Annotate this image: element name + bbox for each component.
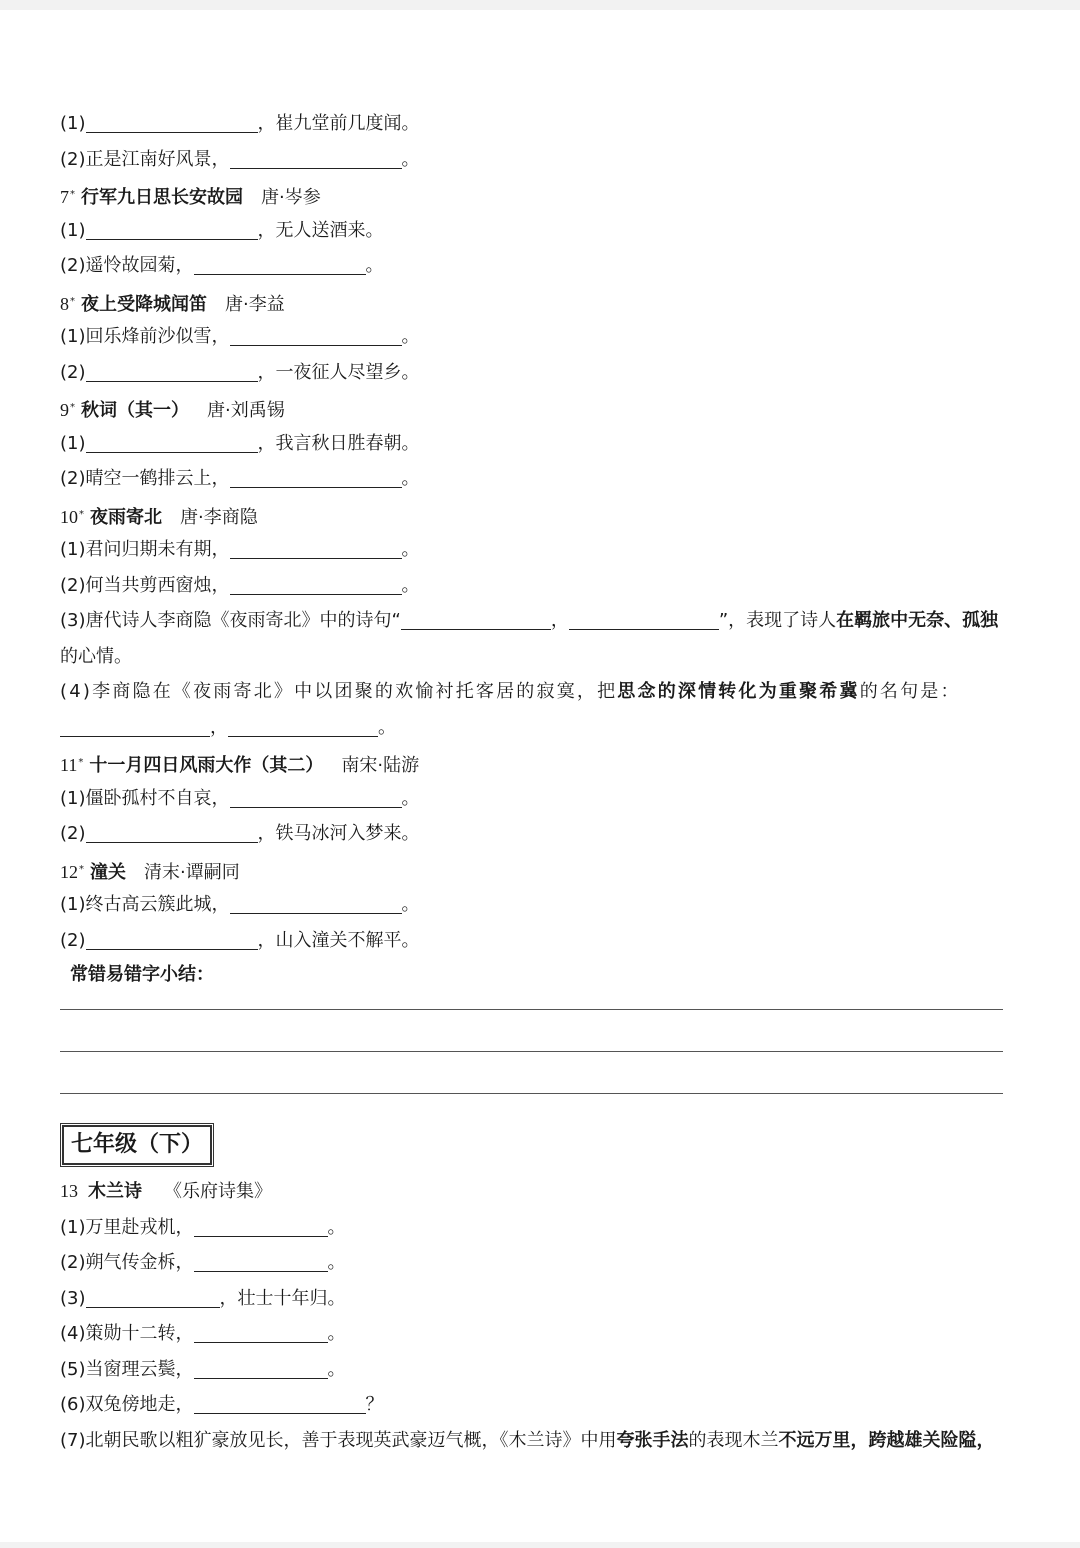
line-prefix: (1)回乐烽前沙似雪， bbox=[60, 326, 230, 347]
line-prefix: (2)何当共剪西窗烛， bbox=[60, 574, 230, 596]
question-text: 的名句是： bbox=[859, 681, 961, 702]
poem-title: 夜上受降城闻笛 bbox=[81, 293, 207, 315]
answer-blank[interactable] bbox=[230, 895, 402, 914]
question-10-4-answer bbox=[60, 710, 1020, 746]
line-suffix: ，我言秋日胜春朝。 bbox=[257, 432, 420, 454]
grade-section-label: 七年级（下） bbox=[62, 1125, 212, 1165]
answer-blank[interactable] bbox=[230, 576, 402, 595]
poem-title: 潼关 bbox=[90, 861, 126, 883]
question-text: 的表现木兰 bbox=[688, 1429, 779, 1451]
line-suffix: 。 bbox=[327, 1216, 346, 1238]
fill-in-line bbox=[60, 355, 1020, 391]
fill-in-line bbox=[60, 248, 1020, 284]
poem-heading bbox=[60, 284, 1020, 320]
fill-in-line bbox=[60, 1281, 1020, 1317]
asterisk-mark: * bbox=[70, 402, 75, 413]
line-suffix: 。 bbox=[401, 787, 420, 809]
answer-rule-3[interactable] bbox=[60, 1093, 1003, 1094]
worksheet-page bbox=[0, 10, 1080, 1542]
line-suffix: ，无人送酒来。 bbox=[257, 219, 384, 241]
answer-blank-2[interactable] bbox=[228, 718, 378, 737]
poem-heading bbox=[60, 177, 1020, 213]
line-prefix: (4)策勋十二转， bbox=[60, 1323, 194, 1344]
line-suffix: 。 bbox=[327, 1358, 346, 1380]
fill-in-line bbox=[60, 1245, 1020, 1281]
line-suffix: 。 bbox=[327, 1252, 346, 1273]
poem-heading bbox=[60, 852, 1020, 888]
answer-blank[interactable] bbox=[194, 256, 366, 275]
fill-in-line bbox=[60, 213, 1020, 249]
answer-blank[interactable] bbox=[86, 824, 258, 843]
answer-blank[interactable] bbox=[86, 221, 258, 240]
line-prefix: (1)君问归期未有期， bbox=[60, 539, 230, 560]
answer-blank[interactable] bbox=[86, 1289, 220, 1308]
question-13-7 bbox=[60, 1423, 1020, 1459]
fill-in-line bbox=[60, 461, 1020, 497]
fill-in-line bbox=[60, 816, 1020, 852]
fill-in-line bbox=[60, 532, 1020, 568]
answer-blank[interactable] bbox=[86, 434, 258, 453]
question-number: 7 bbox=[60, 187, 69, 207]
line-prefix: (1) bbox=[60, 219, 86, 241]
question-number: 8 bbox=[60, 293, 69, 314]
emphasis-text: 思念的深情转化为重聚希冀 bbox=[617, 681, 860, 702]
poem-author: 南宋·陆游 bbox=[341, 755, 420, 776]
fill-in-line bbox=[60, 1210, 1020, 1246]
poem-title: 十一月四日风雨大作（其二） bbox=[89, 755, 324, 776]
line-prefix: (2)晴空一鹤排云上， bbox=[60, 468, 230, 489]
answer-blank[interactable] bbox=[230, 469, 402, 488]
emphasis-text: 在羁旅中无奈、孤独 bbox=[836, 610, 999, 631]
answer-blank[interactable] bbox=[230, 327, 402, 346]
line-prefix: (2) bbox=[60, 823, 86, 844]
line-prefix: (2)朔气传金柝， bbox=[60, 1252, 194, 1273]
poem-title: 行军九日思长安故园 bbox=[81, 187, 243, 208]
poem-author: 唐·刘禹锡 bbox=[207, 400, 285, 421]
emphasis-text: 夸张手法 bbox=[616, 1429, 689, 1451]
answer-blank-1[interactable] bbox=[60, 718, 210, 737]
line-suffix: 。 bbox=[401, 468, 420, 489]
line-prefix: (3) bbox=[60, 1287, 86, 1309]
line-prefix: (2) bbox=[60, 361, 86, 383]
line-prefix: (6)双兔傍地走， bbox=[60, 1394, 194, 1415]
fill-in-line bbox=[60, 426, 1020, 462]
fill-in-line bbox=[60, 142, 1020, 178]
answer-blank[interactable] bbox=[86, 114, 258, 133]
period: 。 bbox=[378, 716, 396, 738]
question-text: ”，表现了诗人 bbox=[718, 610, 837, 631]
fill-in-line bbox=[60, 887, 1020, 923]
line-suffix: 。 bbox=[401, 148, 420, 170]
line-prefix: (1) bbox=[60, 432, 86, 454]
emphasis-text: 不远万里，跨越雄关险隘， bbox=[778, 1429, 995, 1451]
question-10-3-cont bbox=[60, 639, 1020, 675]
comma: ， bbox=[210, 716, 228, 738]
poem-title: 木兰诗 bbox=[88, 1181, 142, 1202]
line-suffix: 。 bbox=[401, 326, 420, 347]
poem-author: 唐·岑参 bbox=[261, 187, 321, 208]
line-suffix: 。 bbox=[401, 894, 420, 915]
line-suffix: ？ bbox=[365, 1394, 384, 1415]
line-prefix: (2) bbox=[60, 929, 86, 951]
poem-author: 唐·李商隐 bbox=[180, 506, 258, 528]
line-suffix: ，崔九堂前几度闻。 bbox=[257, 113, 420, 134]
poem-heading bbox=[60, 1174, 1020, 1210]
line-suffix: 。 bbox=[401, 539, 420, 560]
asterisk-mark: * bbox=[70, 189, 75, 200]
question-number: 9 bbox=[60, 400, 69, 420]
answer-rule-1[interactable] bbox=[60, 1009, 1003, 1010]
line-prefix: (1)终古高云簇此城， bbox=[60, 894, 230, 915]
answer-blank[interactable] bbox=[230, 540, 402, 559]
answer-blank[interactable] bbox=[194, 1360, 328, 1379]
line-suffix: 。 bbox=[365, 255, 384, 276]
asterisk-mark: * bbox=[79, 508, 84, 520]
comma: ， bbox=[550, 610, 569, 631]
poem-fill-in-section bbox=[60, 106, 1020, 958]
answer-blank[interactable] bbox=[194, 1253, 328, 1272]
quote-blank-2[interactable] bbox=[569, 611, 719, 630]
line-prefix: (1)僵卧孤村不自哀， bbox=[60, 787, 230, 809]
poem-heading bbox=[60, 745, 1020, 781]
answer-blank[interactable] bbox=[86, 363, 258, 382]
question-number: 12 bbox=[60, 861, 78, 882]
fill-in-line bbox=[60, 319, 1020, 355]
answer-blank[interactable] bbox=[230, 150, 402, 169]
asterisk-mark: * bbox=[70, 295, 75, 307]
answer-blank[interactable] bbox=[86, 931, 258, 950]
question-text: (3)唐代诗人李商隐《夜雨寄北》中的诗句“ bbox=[60, 610, 401, 631]
fill-in-line bbox=[60, 1352, 1020, 1388]
question-text: (7)北朝民歌以粗犷豪放见长，善于表现英武豪迈气概，《木兰诗》中用 bbox=[60, 1429, 617, 1451]
question-10-3 bbox=[60, 603, 1020, 639]
line-suffix: ，壮士十年归。 bbox=[219, 1287, 346, 1309]
answer-rule-2[interactable] bbox=[60, 1051, 1003, 1052]
question-text: (4)李商隐在《夜雨寄北》中以团聚的欢愉衬托客居的寂寞，把 bbox=[60, 681, 618, 702]
fill-in-line bbox=[60, 1316, 1020, 1352]
question-text: 的心情。 bbox=[60, 645, 132, 667]
question-number: 10 bbox=[60, 506, 78, 527]
summary-heading: 常错易错字小结： bbox=[70, 964, 214, 985]
question-number: 13 bbox=[60, 1181, 78, 1201]
quote-blank-1[interactable] bbox=[401, 611, 551, 630]
poem-title: 夜雨寄北 bbox=[90, 506, 162, 528]
question-number: 11 bbox=[60, 755, 78, 775]
poem-heading bbox=[60, 390, 1020, 426]
answer-blank[interactable] bbox=[194, 1395, 366, 1414]
asterisk-mark: * bbox=[79, 863, 84, 875]
mulan-section bbox=[60, 1174, 1020, 1458]
fill-in-line bbox=[60, 923, 1020, 959]
line-prefix: (2)遥怜故园菊， bbox=[60, 255, 194, 276]
line-prefix: (5)当窗理云鬓， bbox=[60, 1358, 194, 1380]
fill-in-line bbox=[60, 781, 1020, 817]
answer-blank[interactable] bbox=[194, 1218, 328, 1237]
line-suffix: 。 bbox=[327, 1323, 346, 1344]
answer-blank[interactable] bbox=[230, 789, 402, 808]
question-10-4 bbox=[60, 674, 1020, 710]
asterisk-mark: * bbox=[78, 757, 84, 768]
line-suffix: 。 bbox=[401, 574, 420, 596]
fill-in-line bbox=[60, 568, 1020, 604]
poem-author: 清末·谭嗣同 bbox=[144, 861, 240, 883]
poem-source: 《乐府诗集》 bbox=[164, 1181, 272, 1202]
fill-in-line bbox=[60, 106, 1020, 142]
line-prefix: (2)正是江南好风景， bbox=[60, 148, 230, 170]
fill-in-line bbox=[60, 1387, 1020, 1423]
answer-blank[interactable] bbox=[194, 1324, 328, 1343]
poem-author: 唐·李益 bbox=[225, 293, 285, 315]
poem-heading bbox=[60, 497, 1020, 533]
line-prefix: (1)万里赴戎机， bbox=[60, 1216, 194, 1238]
line-prefix: (1) bbox=[60, 113, 86, 134]
poem-title: 秋词（其一） bbox=[81, 400, 189, 421]
line-suffix: ，一夜征人尽望乡。 bbox=[257, 361, 420, 383]
line-suffix: ，铁马冰河入梦来。 bbox=[257, 823, 420, 844]
line-suffix: ，山入潼关不解平。 bbox=[257, 929, 420, 951]
